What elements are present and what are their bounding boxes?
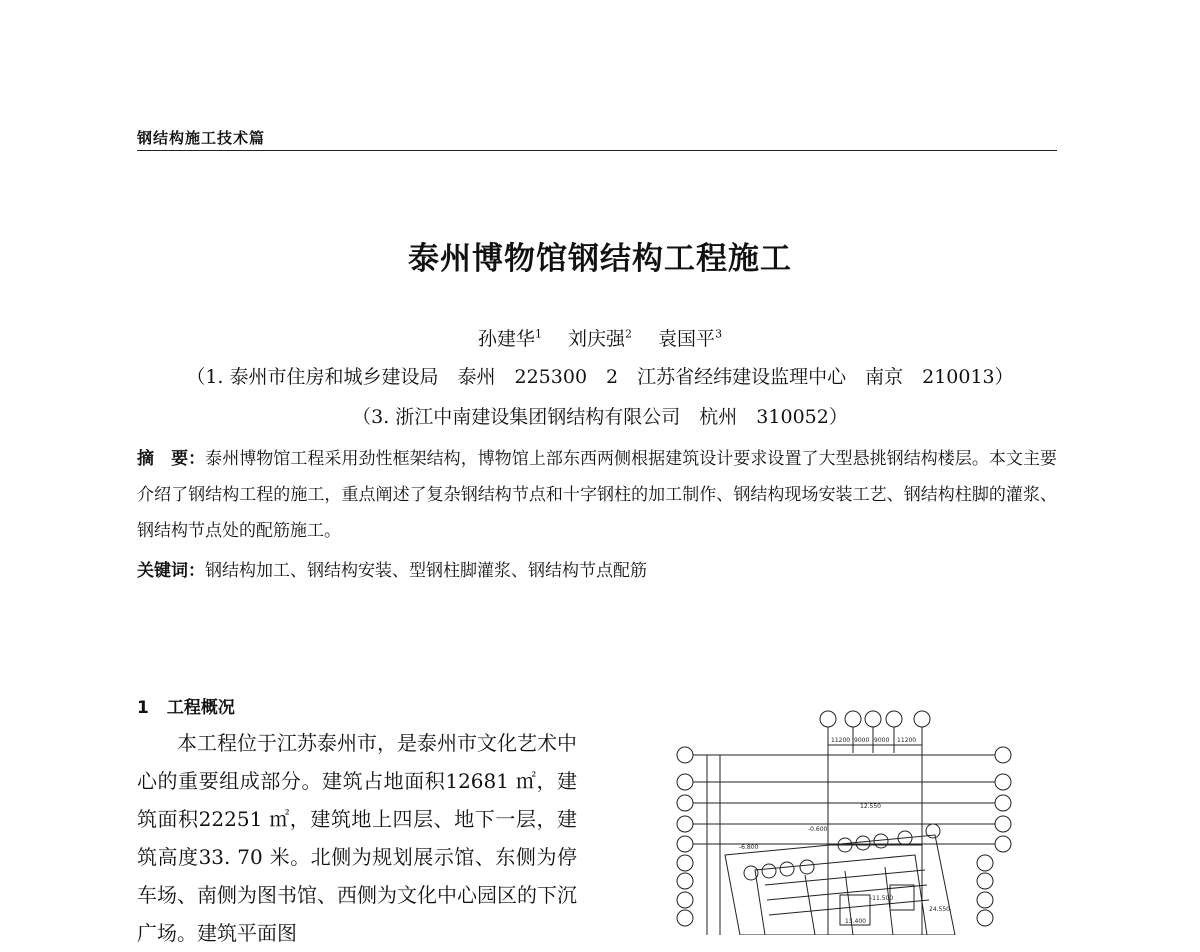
author-name: 刘庆强 [567,328,625,350]
axis-bubble [995,795,1011,811]
building-plan-figure [665,705,1030,935]
axis-bubble [677,873,693,889]
body-text [137,724,577,952]
axis-bubble [677,855,693,871]
elevation-label: 12.550 [860,803,881,810]
axis-bubble [677,910,693,926]
keywords [137,556,647,581]
affiliation-line-1: （1. 泰州市住房和城乡建设局 泰州 225300 2 江苏省经纬建设监理中心 南京 210013） [186,366,1014,388]
elevation-label: 13.400 [845,918,866,925]
author-name: 袁国平 [658,328,716,350]
elevation-label: -6.800 [739,844,759,851]
paper-title: 泰州博物馆钢结构工程施工 [408,241,792,277]
author-affil-sup: 3 [715,327,723,341]
keywords-label: 关键词： [137,561,205,581]
axis-bubble [886,711,902,727]
keywords-text: 钢结构加工、钢结构安装、型钢柱脚灌浆、钢结构节点配筋 [205,561,647,581]
axis-bubble [845,711,861,727]
axis-bubble [800,860,814,874]
axis-bubble [995,747,1011,763]
axis-bubble [914,711,930,727]
axis-bubble [995,774,1011,790]
dim-label: 11200 [831,737,851,744]
abstract-label: 摘 要： [137,449,206,469]
axis-bubble [977,892,993,908]
axis-bubble [677,747,693,763]
axis-bubble [677,892,693,908]
axis-bubble [780,862,794,876]
axis-bubble [856,836,870,850]
body-paragraph: 本工程位于江苏泰州市，是泰州市文化艺术中心的重要组成部分。建筑占地面积12681 ㎡，建筑面积22251 ㎡，建筑地上四层、地下一层，建筑高度33. 70 米。北侧为规划展示馆、东侧为停车场、南侧为图书馆、西侧为文化中心园区的下沉广场。建筑平面图 [137,731,577,945]
axis-bubble [677,836,693,852]
axis-bubble [995,836,1011,852]
axis-bubble [977,873,993,889]
axis-bubble [677,816,693,832]
axis-bubble [995,816,1011,832]
dim-label: 9000 [874,737,890,744]
axis-bubble [977,910,993,926]
author-name: 孙建华 [477,328,535,350]
elevation-label: -0.600 [808,826,828,833]
affiliation-line-2: （3. 浙江中南建设集团钢结构有限公司 杭州 310052） [352,406,848,428]
running-header: 钢结构施工技术篇 [137,129,266,147]
author-affil-sup: 2 [625,327,632,341]
abstract [137,441,1057,549]
dim-label: 9000 [854,737,870,744]
axis-bubble [762,864,776,878]
axis-bubble [820,711,836,727]
author-affil-sup: 1 [534,327,542,341]
section-title: 工程概况 [166,698,235,718]
header-rule [137,150,1057,151]
axis-bubble [677,774,693,790]
abstract-text: 泰州博物馆工程采用劲性框架结构，博物馆上部东西两侧根据建筑设计要求设置了大型悬挑钢结构楼层。本文主要介绍了钢结构工程的施工，重点阐述了复杂钢结构节点和十字钢柱的加工制作、钢结构现场安装工艺、钢结构柱脚的灌浆、钢结构节点处的配筋施工。 [137,449,1058,541]
section-number: 1 [137,698,149,718]
axis-bubble [677,795,693,811]
elevation-label: 24.550 [929,906,950,913]
axis-bubble [865,711,881,727]
axis-bubble [926,824,940,838]
dim-label: 11200 [897,737,917,744]
elevation-label: -11.500 [870,895,894,902]
author-list [0,324,1200,351]
axis-bubble [977,855,993,871]
section-heading [137,693,235,718]
